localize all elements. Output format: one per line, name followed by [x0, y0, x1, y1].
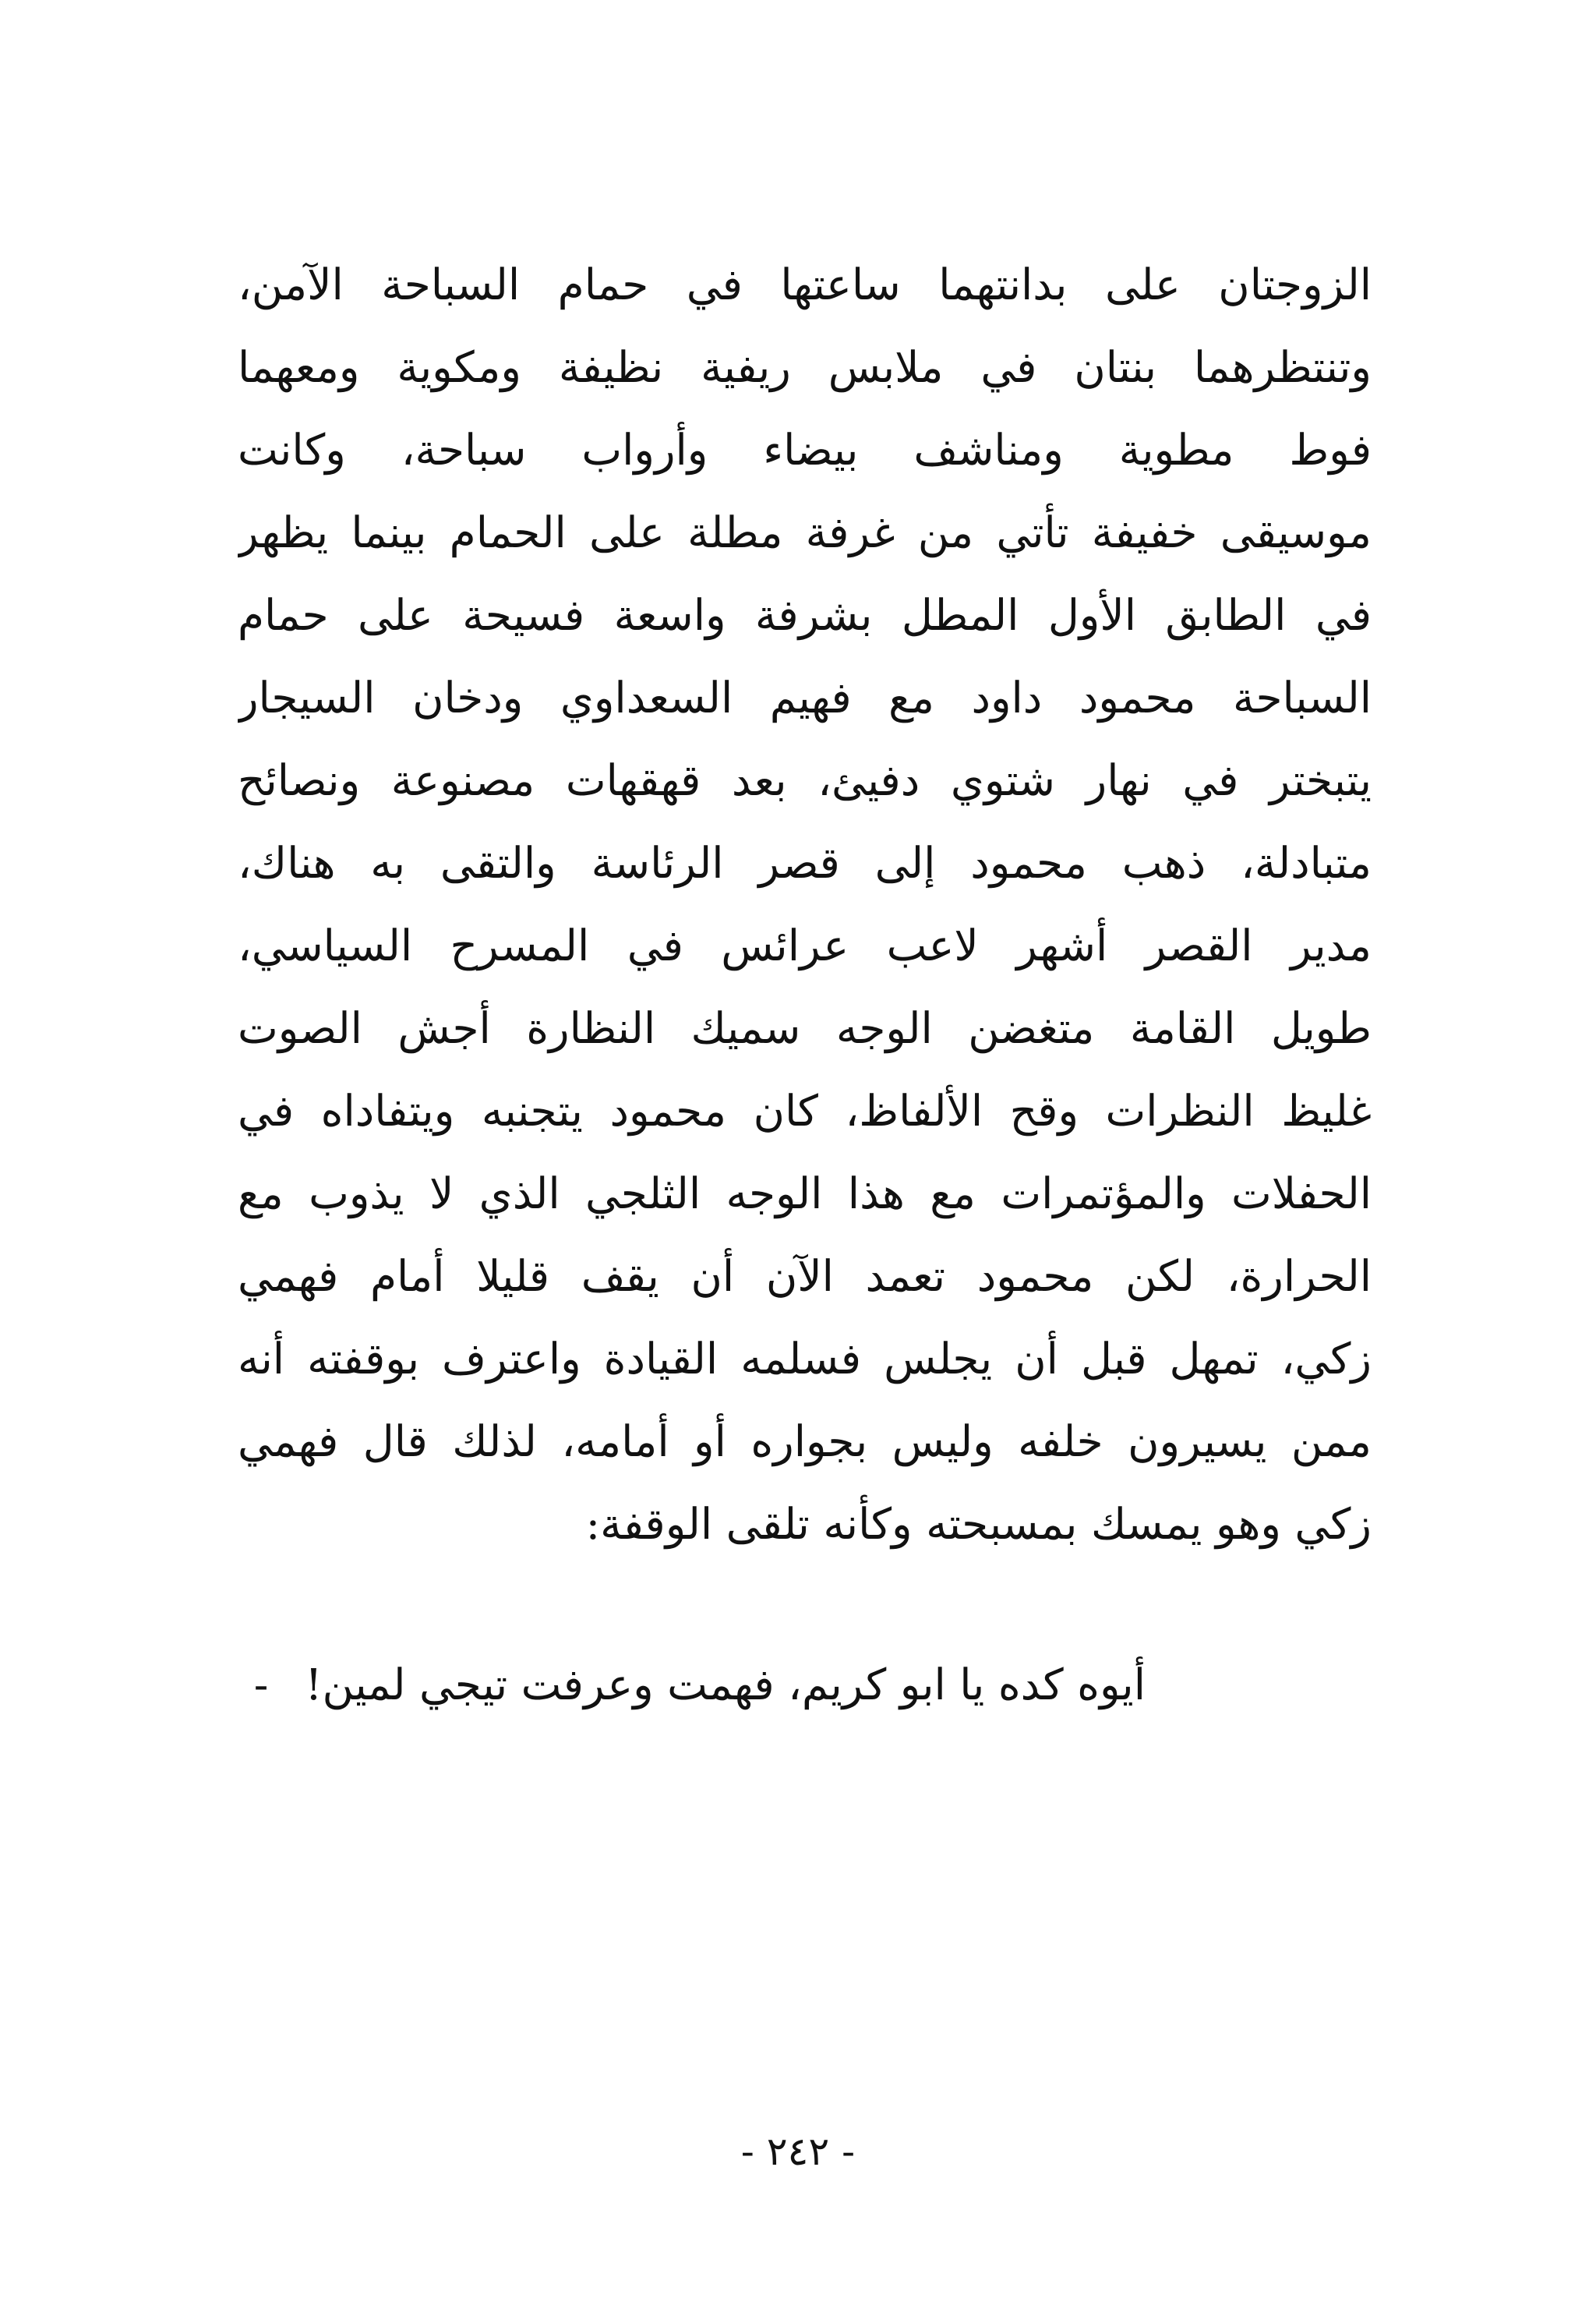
text-line-7: يتبختر في نهار شتوي دفيئ، بعد قهقهات مصنوعة ونصائح — [238, 755, 1372, 805]
text-line-1: الزوجتان على بدانتهما ساعتها في حمام السباحة الآمن، — [238, 260, 1372, 309]
text-line-8: متبادلة، ذهب محمود إلى قصر الرئاسة والتقى به هناك، — [238, 838, 1372, 888]
dialogue-text: أيوه كده يا ابو كريم، فهمت وعرفت تيجي لمين! — [305, 1660, 1146, 1709]
body-paragraph — [238, 243, 1372, 1565]
text-line-14: زكي، تمهل قبل أن يجلس فسلمه القيادة واعترف بوقفته أنه — [238, 1334, 1372, 1384]
dialogue-dash: - — [253, 1660, 269, 1709]
text-line-2: وتنتظرهما بنتان في ملابس ريفية نظيفة ومكوية ومعهما — [238, 342, 1372, 392]
text-line-15: ممن يسيرون خلفه وليس بجواره أو أمامه، لذلك قال فهمي — [238, 1416, 1372, 1466]
text-line-4: موسيقى خفيفة تأتي من غرفة مطلة على الحمام بينما يظهر — [238, 507, 1372, 557]
text-line-5: في الطابق الأول المطل بشرفة واسعة فسيحة على حمام — [238, 590, 1372, 640]
dialogue-line — [238, 1643, 1372, 1726]
text-line-10: طويل القامة متغضن الوجه سميك النظارة أجش الصوت — [238, 1003, 1372, 1053]
text-line-6: السباحة محمود داود مع فهيم السعداوي ودخان السيجار — [238, 673, 1372, 723]
text-line-16: زكي وهو يمسك بمسبحته وكأنه تلقى الوقفة: — [585, 1499, 1372, 1549]
text-line-13: الحرارة، لكن محمود تعمد الآن أن يقف قليلا أمام فهمي — [238, 1251, 1372, 1301]
page-number: - ٢٤٢ - — [740, 2129, 856, 2174]
text-line-12: الحفلات والمؤتمرات مع هذا الوجه الثلجي الذي لا يذوب مع — [238, 1168, 1372, 1218]
text-line-3: فوط مطوية ومناشف بيضاء وأرواب سباحة، وكانت — [238, 425, 1372, 475]
text-line-11: غليظ النظرات وقح الألفاظ، كان محمود يتجنبه ويتفاداه في — [238, 1086, 1372, 1136]
text-line-9: مدير القصر أشهر لاعب عرائس في المسرح السياسي، — [238, 921, 1372, 970]
